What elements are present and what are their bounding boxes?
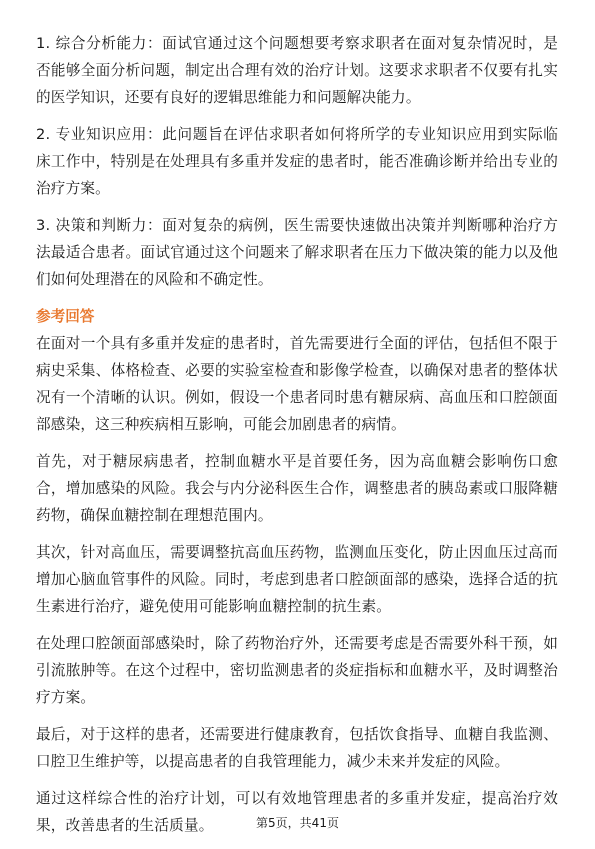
document-body xyxy=(36,30,558,849)
answer-paragraph-conclusion: 通过这样综合性的治疗计划，可以有效地管理患者的多重并发症，提高治疗效果，改善患者的生活质量。 xyxy=(36,790,558,834)
page-number: 第5页，共41页 xyxy=(256,816,339,830)
point-decision-judgment: 3. 决策和判断力：面对复杂的病例，医生需要快速做出决策并判断哪种治疗方法最适合患者。面试官通过这个问题来了解求职者在压力下做决策的能力以及他们如何处理潜在的风险和不确定性。 xyxy=(36,217,558,288)
point-professional-knowledge: 2. 专业知识应用：此问题旨在评估求职者如何将所学的专业知识应用到实际临床工作中，特别是在处理具有多重并发症的患者时，能否准确诊断并给出专业的治疗方案。 xyxy=(36,126,558,197)
answer-paragraph-infection: 在处理口腔颌面部感染时，除了药物治疗外，还需要考虑是否需要外科干预，如引流脓肿等。在这个过程中，密切监测患者的炎症指标和血糖水平，及时调整治疗方案。 xyxy=(36,635,558,706)
answer-paragraph-assessment: 在面对一个具有多重并发症的患者时，首先需要进行全面的评估，包括但不限于病史采集、体格检查、必要的实验室检查和影像学检查，以确保对患者的整体状况有一个清晰的认识。例如，假设一个患者同时患有糖尿病、高血压和口腔颌面部感染，这三种疾病相互影响，可能会加剧患者的病情。 xyxy=(36,335,558,433)
answer-paragraph-diabetes: 首先，对于糖尿病患者，控制血糖水平是首要任务，因为高血糖会影响伤口愈合，增加感染的风险。我会与内分泌科医生合作，调整患者的胰岛素或口服降糖药物，确保血糖控制在理想范围内。 xyxy=(36,453,558,524)
answer-heading: 参考回答 xyxy=(36,308,95,325)
answer-paragraph-hypertension: 其次，针对高血压，需要调整抗高血压药物，监测血压变化，防止因血压过高而增加心脑血管事件的风险。同时，考虑到患者口腔颌面部的感染，选择合适的抗生素进行治疗，避免使用可能影响血糖控制的抗生素。 xyxy=(36,544,558,615)
point-comprehensive-analysis: 1. 综合分析能力：面试官通过这个问题想要考察求职者在面对复杂情况时，是否能够全面分析问题，制定出合理有效的治疗计划。这要求求职者不仅要有扎实的医学知识，还要有良好的逻辑思维能力和问题解决能力。 xyxy=(36,35,558,106)
answer-paragraph-education: 最后，对于这样的患者，还需要进行健康教育，包括饮食指导、血糖自我监测、口腔卫生维护等，以提高患者的自我管理能力，减少未来并发症的风险。 xyxy=(36,726,558,770)
